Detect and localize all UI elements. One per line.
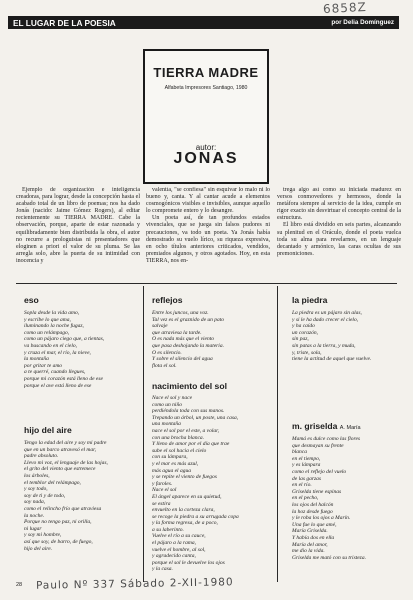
essay-paragraph: valentía, "se confiesa" sin esquivar lo malo ni lo bueno y, canta. Y al cantar acude a elementos cosmogónicos visibles e invisibles, aunque aquello lo compromete entero y lo desangre. — [146, 187, 270, 215]
poem-line: a te querré, cuando llegues, — [24, 369, 86, 376]
poem-line: vuelve el hombre, al sol, — [152, 546, 206, 553]
poem-author: A. María — [339, 425, 361, 431]
poem-line: la hoz desde fuego — [292, 508, 333, 515]
poem-line: a su laberinto. — [152, 526, 184, 533]
poem-line: Mamá es dulce como las flores — [292, 436, 361, 442]
poem-line: porque el sol le devuelve los ojos — [152, 559, 225, 566]
poem-line: Y lleno de amor por el día que trae — [152, 441, 230, 448]
essay-paragraph: El libro está dividido en seis partes, alcanzando su plenitud en el Oráculo, donde el poeta vuelca toda su alma para revelarnos, en un lenguaje decantado y armónico, las caras ocultas de sus premoniciones. — [277, 222, 401, 257]
poem-line: perdiéndola toda con sus manos. — [152, 408, 225, 415]
poem-line: tiene la actitud de aquel que vuelve. — [292, 356, 372, 363]
poem-line: La piedra es un pájaro sin alas, — [292, 310, 362, 316]
poem-line: Porque no tengo paz, ni orilla, — [24, 519, 92, 526]
poem-line: Sopla desde la vida amo, — [24, 310, 80, 316]
poem-line: que en un barco atravesó el mar, — [24, 446, 97, 453]
section-divider — [16, 283, 397, 284]
handwritten-note: 6858Z — [322, 0, 368, 17]
poem-line: padre absoluto. — [24, 453, 59, 460]
poem-line: y soy mi hombre, — [24, 532, 62, 539]
poem-line: un corazón, — [292, 329, 318, 336]
poem-line: y se repite el viento de fuegos — [152, 474, 217, 481]
poem-line: porque el ave está lleno de ese — [24, 382, 92, 389]
poem-line: y ha caído — [292, 323, 315, 330]
poem-body — [152, 395, 274, 579]
poem-line: sin paz, — [292, 336, 309, 343]
poem-line: como un relámpago, — [24, 329, 70, 336]
poem-line: y, triste, sola, — [292, 349, 322, 356]
poem-line: Trepando un árbol, un poste, una casa, — [152, 414, 239, 421]
poem-body — [292, 436, 400, 566]
poem-line: más agua el agua — [152, 467, 191, 474]
poem-line: y faroles. — [152, 480, 173, 487]
poem-line: sube el sol hacia el cielo — [152, 447, 207, 454]
essay-column-3 — [277, 187, 401, 277]
poem-body — [24, 310, 140, 390]
poem-line: Griselda me mató con su tristeza. — [292, 554, 366, 561]
poem-line: Nace el sol — [152, 487, 177, 494]
poem-line: así que soy, de barro, de fuego, — [24, 538, 93, 545]
column-author: por Delia Domínguez — [331, 19, 394, 26]
poem-line: en el río. — [292, 482, 312, 489]
essay-paragraph: trega algo así como su iniciada madurez en versos conmovedores y hermosos, donde la metáfora siempre al servicio de la idea, cumple en rigor exacto sin desvirtuar el concepto central de la estructura. — [277, 187, 401, 222]
poem-line: y agradecido canta, — [152, 553, 196, 560]
poem-line: blanca — [292, 449, 307, 456]
poem-line: se recoge la piedra a su arrugada copa — [152, 513, 239, 520]
poem-line: Llevo mi voz, el lenguaje de las hojas, — [24, 459, 108, 466]
poem-line: como un pájaro ciego que, a tientas, — [24, 336, 105, 343]
poem-line: y es lámpara — [292, 462, 321, 469]
poem-line: que pasa deshojando la materia. — [152, 342, 224, 349]
poem-line: Y había dos en ella — [292, 534, 335, 541]
page-number: 28 — [16, 582, 23, 588]
poem-line: hijo del aire. — [24, 545, 53, 552]
poem-line: Entre los juncos, una voz. — [152, 310, 209, 316]
section-header — [8, 16, 399, 29]
author-label: autor: — [195, 143, 217, 152]
poem-line: ni lugar — [24, 525, 42, 532]
poem-title: la piedra — [292, 295, 328, 305]
book-publisher: Alfabeta Impresores Santiago, 1980 — [164, 85, 248, 91]
poem-line: de las garzas — [292, 475, 322, 482]
poem-title: eso — [24, 295, 39, 305]
poem-line: porque mi corazón está lleno de ese — [24, 375, 103, 382]
poem-line: Y sobre el silencio del agua — [152, 356, 213, 363]
poem-line: soy de ti y de todo, — [24, 492, 66, 499]
poem-line: como el reflejo del vuelo — [292, 468, 347, 475]
poem-body — [24, 440, 140, 558]
column-divider — [277, 286, 278, 582]
poem-line: sin patas a la tierra, y muda, — [292, 342, 356, 349]
poem-line: se estira — [152, 500, 171, 507]
poem-line: O es nada más que el viento — [152, 336, 215, 343]
poem-line: el pájaro a la rama, — [152, 540, 196, 547]
poem-line: Tengo la edad del aire y soy mi padre — [24, 440, 107, 446]
poem-line: una montaña — [152, 421, 181, 428]
poem-line: y la casa. — [152, 566, 173, 573]
book-title: TIERRA MADRE — [153, 65, 259, 80]
poem-line: y le roba los ojos a Marín. — [292, 515, 351, 522]
poem-line: en el tiempo, — [292, 455, 321, 462]
essay-paragraph: Ejemplo de organización e inteligencia creadoras, para lograr, desde la concepción hasta el acabado total de un libro de poemas; nos ha dado Jonás (nacido: Jaime Gómez Rogers), al editar recientemente su TIERRA MADRE. Cabe la observación, porque, aparte de estar razonada y equilibradamente bien distribuida la obra, el autor no recurre a prologuistas ni presentadores que eloginen a priori el valor de su pluma. Se las arregla solo, abre la puerta de su intimidad con inocencia y — [16, 187, 140, 264]
poem-line: María del amor, — [292, 541, 328, 548]
poem-line: Nace el sol y nace — [152, 395, 193, 401]
poem-title-text: m. griselda — [292, 421, 338, 431]
section-title: EL LUGAR DE LA POESIA — [13, 17, 116, 28]
poem-line: y escribe lo que ama, — [24, 316, 71, 323]
handwritten-footer: Paulo Nº 337 Sábado 2-XII-1980 — [35, 576, 234, 592]
poem-line: por gritar te amo — [24, 362, 63, 369]
poem-line: y la forma regresa, de a poco, — [152, 520, 218, 527]
poem-line: nace el sol por el este, a volar, — [152, 427, 220, 434]
poem-line: María Griselda. — [292, 528, 328, 535]
poem-line: que desmayan su frente — [292, 442, 344, 449]
poem-line: envuelto en la corteza clara, — [152, 507, 215, 514]
poem-line: como el relincho frío que atraviesa — [24, 505, 102, 512]
poem-line: la montaña — [24, 356, 49, 363]
essay-column-2 — [146, 187, 270, 277]
poem-body — [152, 310, 274, 372]
poem-line: me dio la vida. — [292, 548, 325, 555]
poem-line: la noche. — [24, 512, 45, 519]
poem-line: Griselda tiene espinas — [292, 488, 342, 495]
poem-title: hijo del aire — [24, 425, 72, 435]
poem-line: el grito del viento que estremece — [24, 466, 96, 473]
poem-line: O es silencio. — [152, 349, 182, 356]
poem-line: en el pecho, — [292, 495, 319, 502]
poem-title: nacimiento del sol — [152, 381, 227, 391]
poem-line: el temblor del relámpago, — [24, 479, 81, 486]
poem-title: reflejos — [152, 295, 183, 305]
poem-body — [292, 310, 400, 366]
essay-paragraph: Un poeta así, de tan profundos estados vivenciales, que se juega sin falsos pudores ni precauciones, va todo un poeta. Ya Jonás había demostrado su vuelo lírico, su riqueza expresiva, en ocho títulos anteriores criticados, vendidos, premiados algunos, y otros agotados. Hoy, en esta TIERRA, nos en- — [146, 215, 270, 264]
poem-title — [292, 421, 361, 431]
poem-line: iluminando la noche fugaz, — [24, 323, 84, 330]
poem-line: Una fue lo que amé, — [292, 521, 337, 528]
poem-line: como un niño — [152, 401, 182, 408]
poem-line: con una brocha blanca. — [152, 434, 205, 441]
poem-line: Vuelve el río a su cauce, — [152, 533, 206, 540]
poem-line: y cruza el mar, el río, la nieve, — [24, 349, 91, 356]
poem-line: va buscando en el cielo, — [24, 342, 77, 349]
book-info-box — [143, 49, 269, 184]
poem-line: y si le ha dado crecer el cielo, — [292, 316, 359, 323]
poem-line: salvaje — [152, 323, 168, 330]
poem-line: los ojos del halcón — [292, 501, 334, 508]
poem-line: El ángel aparece en su quietud, — [152, 493, 222, 500]
poem-line: con su lámpara, — [152, 454, 188, 461]
column-divider — [143, 286, 144, 582]
author-name: JONAS — [173, 150, 239, 167]
poem-line: que atraviesa la tarde. — [152, 329, 202, 336]
essay-column-1 — [16, 187, 140, 277]
poem-line: flota el sol. — [152, 362, 177, 369]
poem-line: soy nada, — [24, 499, 46, 506]
poem-line: y el mar es más azul, — [152, 460, 199, 467]
poem-line: y soy todo, — [24, 486, 48, 493]
poem-line: los árboles, — [24, 472, 50, 479]
poem-line: Tal vez es el graznido de un pato — [152, 316, 225, 323]
